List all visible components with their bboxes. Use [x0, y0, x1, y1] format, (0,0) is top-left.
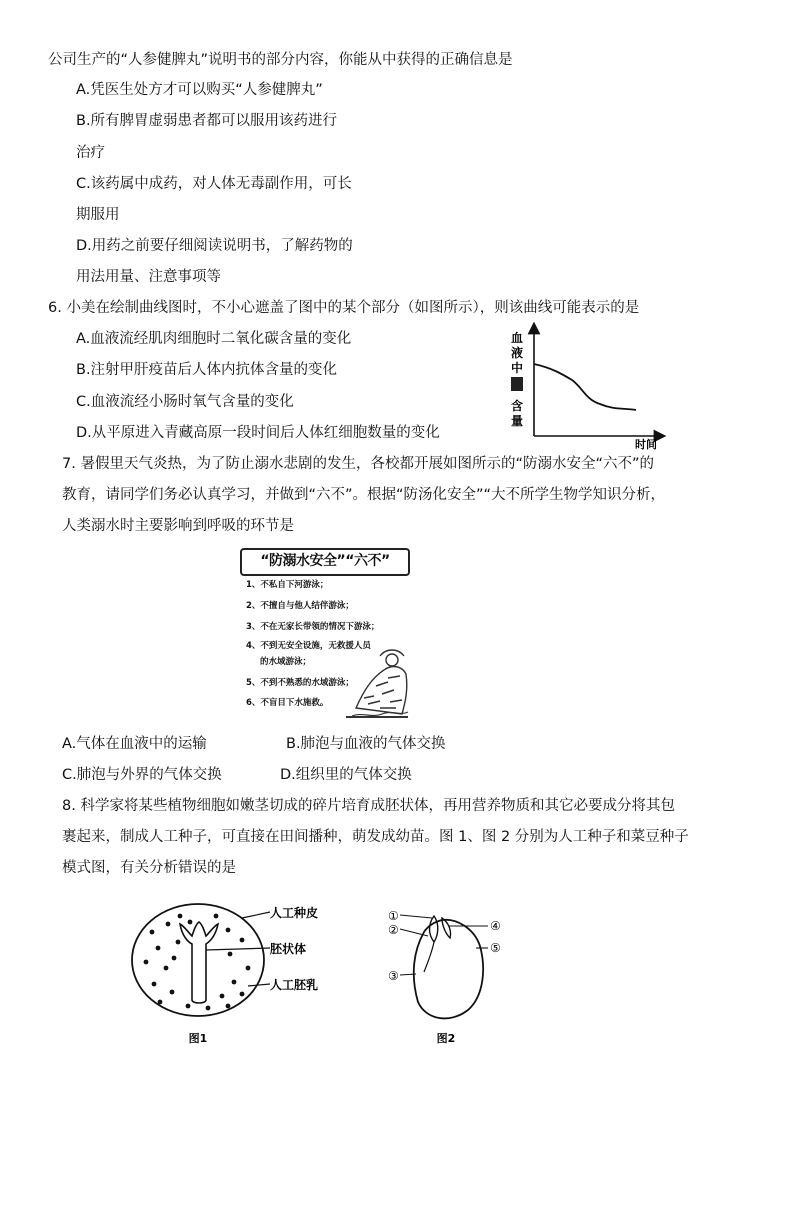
marker-2: ② [388, 923, 399, 937]
drowning-safety-poster [238, 546, 410, 720]
poster-rule-6: 6、不盲目下水施救。 [246, 698, 329, 708]
embryoid [180, 922, 218, 1003]
y-label-char-3: 中 [510, 361, 524, 375]
q8-stem-line2: 裹起来，制成人工种子，可直接在田间播种，萌发成幼苗。图 1、图 2 分别为人工种子和菜豆种子 [62, 829, 689, 845]
q6-option-b: B.注射甲肝疫苗后人体内抗体含量的变化 [76, 362, 338, 378]
fig1-caption: 图1 [188, 1032, 208, 1045]
q6-option-c: C.血液流经小肠时氧气含量的变化 [76, 394, 294, 410]
poster-rule-4: 4、不到无安全设施，无救援人员 [246, 641, 371, 651]
q7-option-d: D.组织里的气体交换 [280, 767, 412, 783]
poster-rule-4-cont: 的水域游泳； [260, 657, 312, 667]
x-label: 时间 [635, 438, 657, 451]
poster-rule-1: 1、不私自下河游泳； [246, 580, 329, 590]
q6-curve-graph [500, 322, 670, 452]
q5-option-a: A.凭医生处方才可以购买“人参健脾丸” [76, 82, 323, 98]
y-label-char-5: 量 [510, 414, 524, 428]
y-label-char-1: 血 [510, 331, 524, 345]
fig2-bean-seed [376, 902, 516, 1052]
fig2-caption: 图2 [436, 1032, 456, 1045]
y-label-char-4: 含 [510, 399, 524, 413]
poster-rule-3: 3、不在无家长带领的情况下游泳； [246, 622, 380, 632]
q5-option-c-cont: 期服用 [76, 207, 120, 223]
q5-option-c: C.该药属中成药，对人体无毒副作用，可长 [76, 176, 352, 192]
swimmer-illustration [350, 638, 410, 718]
q6-stem: 6. 小美在绘制曲线图时，不小心遮盖了图中的某个部分（如图所示），则该曲线可能表示的是 [48, 300, 640, 316]
fig1-artificial-seed [130, 902, 370, 1052]
q5-option-d-cont: 用法用量、注意事项等 [76, 269, 221, 285]
q6-option-d: D.从平原进入青藏高原一段时间后人体红细胞数量的变化 [76, 425, 440, 441]
q7-stem-line2: 教育，请同学们务必认真学习，并做到“六不”。根据“防汤化安全”“大不所学生物学知识分析， [62, 487, 666, 503]
marker-1: ① [388, 909, 399, 923]
q8-stem-line1: 8. 科学家将某些植物细胞如嫩茎切成的碎片培育成胚状体，再用营养物质和其它必要成分将其包 [62, 798, 675, 814]
covered-label-block [511, 377, 523, 391]
q8-stem-line3: 模式图，有关分析错误的是 [62, 860, 236, 876]
label-embryoid: 胚状体 [270, 942, 307, 956]
q7-option-c: C.肺泡与外界的气体交换 [62, 767, 222, 783]
q5-option-b: B.所有脾胃虚弱患者都可以服用该药进行 [76, 113, 338, 129]
q5-option-d: D.用药之前要仔细阅读说明书，了解药物的 [76, 238, 353, 254]
decreasing-curve [534, 364, 636, 410]
poster-rule-2: 2、不擅自与他人结伴游泳； [246, 601, 354, 611]
plumule [430, 916, 438, 942]
label-artificial-endosperm: 人工胚乳 [270, 978, 319, 992]
q7-option-a: A.气体在血液中的运输 [62, 736, 207, 752]
poster-title: “防溺水安全”“六不” [240, 548, 410, 576]
q7-stem-line1: 7. 暑假里天气炎热，为了防止溺水悲剧的发生，各校都开展如图所示的“防溺水安全“六不”的 [62, 456, 654, 472]
y-label-char-2: 液 [510, 346, 524, 360]
marker-5: ⑤ [490, 941, 501, 955]
q5-stem: 公司生产的“人参健脾丸”说明书的部分内容，你能从中获得的正确信息是 [48, 52, 513, 68]
poster-rule-5: 5、不到不熟悉的水域游泳； [246, 678, 354, 688]
label-artificial-seed-coat: 人工种皮 [270, 906, 319, 920]
q7-option-b: B.肺泡与血液的气体交换 [286, 736, 446, 752]
q5-option-b-cont: 治疗 [76, 145, 105, 161]
marker-3: ③ [388, 969, 399, 983]
q7-stem-line3: 人类溺水时主要影响到呼吸的环节是 [62, 518, 294, 534]
marker-4: ④ [490, 919, 501, 933]
q6-option-a: A.血液流经肌肉细胞时二氧化碳含量的变化 [76, 331, 352, 347]
